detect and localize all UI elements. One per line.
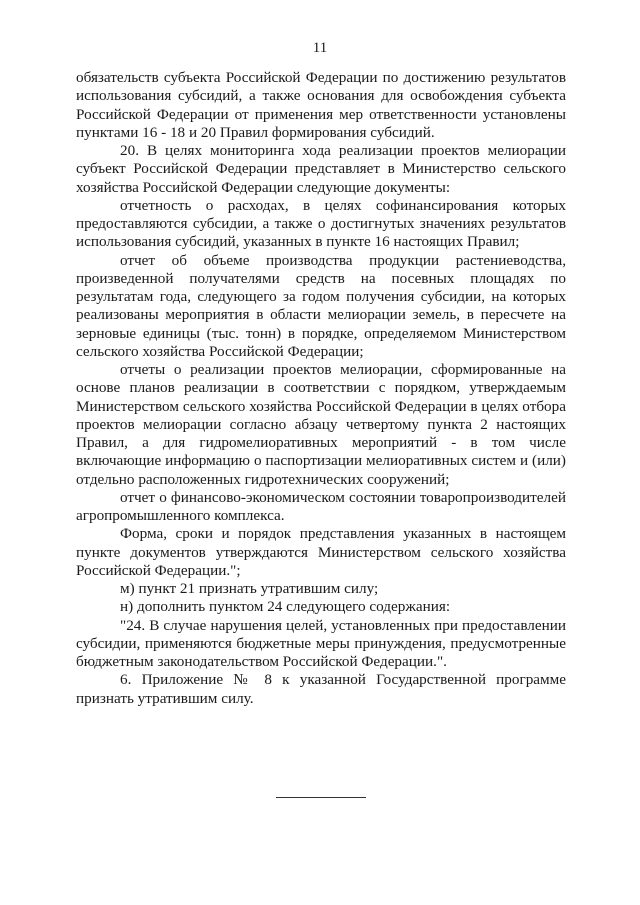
paragraph-item-20: 20. В целях мониторинга хода реализации проектов мелиорации субъект Российской Федерации представляет в Министерство сельского хозяйства Российской Федерации следующие документы: bbox=[76, 142, 566, 196]
paragraph-item-6: 6. Приложение № 8 к указанной Государственной программе признать утратившим силу. bbox=[76, 671, 566, 707]
closing-divider bbox=[276, 797, 366, 798]
paragraph-production-report: отчет об объеме производства продукции растениеводства, произведенной получателями средств на посевных площадях по результатам года, следующего за годом получения субсидии, на которых реализованы мероприятия в области мелиорации земель, в пересчете на зерновые единицы (тыс. тонн) в порядке, определяемом Министерством сельского хозяйства Российской Федерации; bbox=[76, 251, 566, 360]
paragraph-form-and-terms: Форма, сроки и порядок представления указанных в настоящем пункте документов утверждаются Министерством сельского хозяйства Российской Федерации."; bbox=[76, 525, 566, 579]
paragraph-subitem-m: м) пункт 21 признать утратившим силу; bbox=[120, 580, 379, 597]
paragraph-project-reports: отчеты о реализации проектов мелиорации, сформированные на основе планов реализации в соответствии с порядком, утверждаемым Министерством сельского хозяйства Российской Федерации в целях отбора проектов мелиорации согласно абзацу четвертому пункта 2 настоящих Правил, а для гидромелиоративных мероприятий - в том числе включающие информацию о паспортизации мелиоративных систем и (или) отдельно расположенных гидротехнических сооружений; bbox=[76, 361, 566, 488]
paragraph-item-24: "24. В случае нарушения целей, установленных при предоставлении субсидии, применяются бюджетные меры принуждения, предусмотренные бюджетным законодательством Российской Федерации.". bbox=[76, 616, 566, 670]
page-number: 11 bbox=[312, 40, 328, 56]
document-body bbox=[76, 69, 566, 708]
paragraph-subitem-n: н) дополнить пунктом 24 следующего содержания: bbox=[120, 598, 451, 616]
paragraph-continuation: обязательств субъекта Российской Федерации по достижению результатов использования субсидий, а также основания для освобождения субъекта Российской Федерации от применения мер ответственности установлены пунктами 16 - 18 и 20 Правил формирования субсидий. bbox=[76, 69, 566, 141]
paragraph-financial-report: отчет о финансово-экономическом состоянии товаропроизводителей агропромышленного комплекса. bbox=[76, 488, 566, 524]
paragraph-expense-report: отчетность о расходах, в целях софинансирования которых предоставляются субсидии, а также о достигнутых значениях результатов использования субсидий, указанных в пункте 16 настоящих Правил; bbox=[76, 196, 566, 251]
